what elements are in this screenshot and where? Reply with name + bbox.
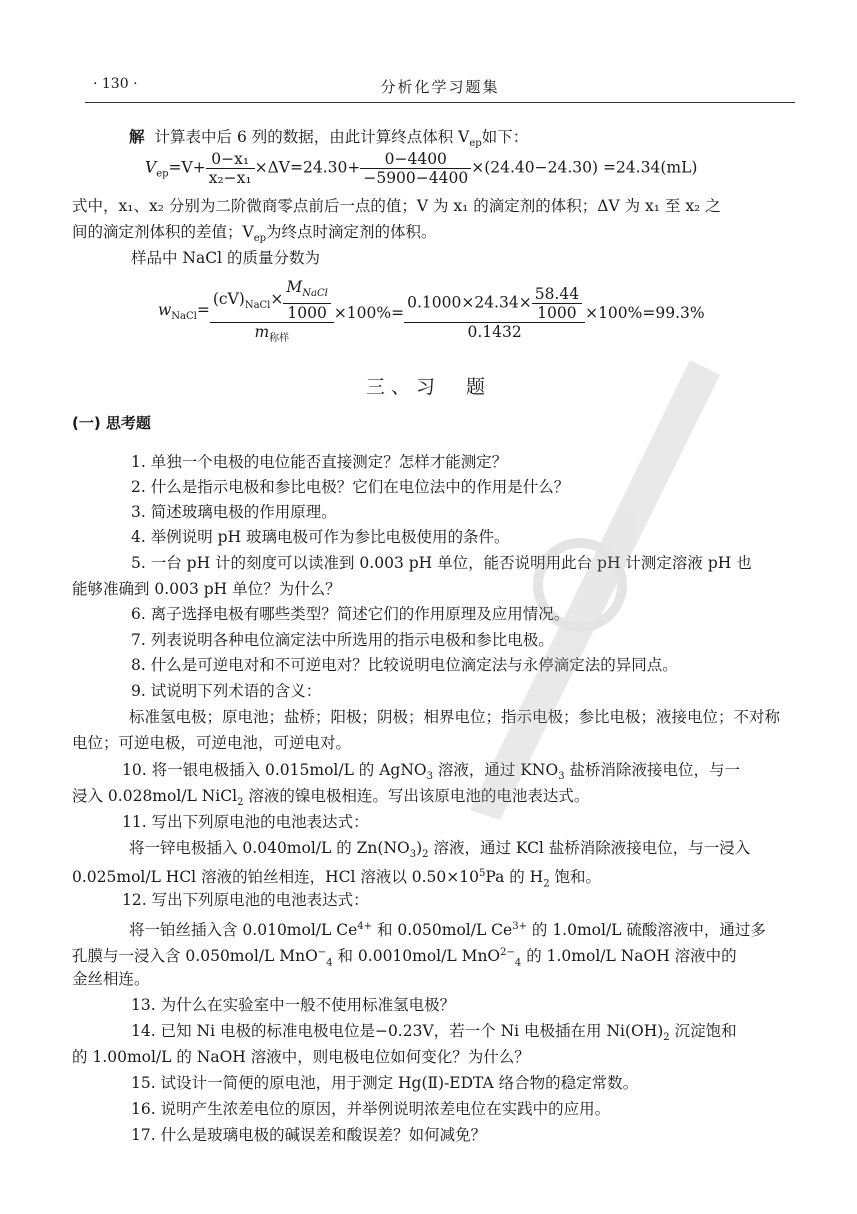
fraction: $\frac{0-4400}{-5900-4400}$ (360, 150, 471, 187)
question-continuation: 能够准确到 0.003 pH 单位？为什么？ (72, 580, 341, 598)
page-number: · 130 · (93, 76, 138, 92)
question-item: 16. 说明产生浓差电位的原因，并举例说明浓差电位在实践中的应用。 (131, 1100, 611, 1118)
question-continuation: 将一铂丝插入含 0.010mol/L $Ce^{4+}$ 和 0.050mol/L $Ce^{3+}$ 的 1.0mol/L 硫酸溶液中，通过多 (129, 921, 766, 940)
question-item: 2. 什么是指示电极和参比电极？它们在电位法中的作用是什么？ (131, 478, 570, 496)
question-continuation: 电位；可逆电极，可逆电池，可逆电对。 (72, 734, 352, 752)
question-item: 6. 离子选择电极有哪些类型？简述它们的作用原理及应用情况。 (131, 605, 570, 623)
book-title: 分析化学习题集 (380, 78, 500, 96)
question-continuation: 金丝相连。 (72, 970, 150, 988)
solution-explanation-line2: 间的滴定剂体积的差值；$V_{ep}$为终点时滴定剂的体积。 (72, 223, 437, 245)
question-item: 8. 什么是可逆电对和不可逆电对？比较说明电位滴定法与永停滴定法的异同点。 (131, 656, 678, 674)
fraction: 0.1000×24.34× $\frac{58.44}{1000}$ 0.1432 (404, 285, 585, 341)
running-header (85, 76, 795, 103)
solution-label: 解 (129, 127, 145, 146)
question-item: 9. 试说明下列术语的含义： (131, 682, 322, 700)
mass-fraction-intro: 样品中 NaCl 的质量分数为 (131, 249, 320, 267)
question-item: 7. 列表说明各种电位滴定法中所选用的指示电极和参比电极。 (131, 631, 554, 649)
question-continuation: 0.025mol/L HCl 溶液的铂丝相连，HCl 溶液以 $0.50\times 10^5Pa$ 的 $H_2$ 饱和。 (72, 868, 602, 890)
equation-endpoint-volume: $V_{ep}=V+$ $\frac{\text{0−x₁}}{\text{x₂−x₁}}$ ×ΔV=24.30+ $\frac{0-4400}{-5900-4400}$ ×(24.40−24.30) =24.34(mL) (145, 150, 698, 187)
question-continuation: 的 1.00mol/L 的 NaOH 溶液中，则电极电位如何变化？为什么？ (72, 1048, 530, 1066)
question-item: 15. 试设计一简便的原电池，用于测定 Hg(Ⅱ)-EDTA 络合物的稳定常数。 (131, 1074, 639, 1092)
question-continuation: 将一锌电极插入 0.040mol/L 的 $Zn(NO_3)_2$ 溶液，通过 KCl 盐桥消除液接电位，与一浸入 (129, 839, 751, 861)
fraction: $\frac{\text{0−x₁}}{\text{x₂−x₁}}$ (206, 150, 255, 187)
question-item: 10. 将一银电极插入 0.015mol/L 的 AgNO$_3$ 溶液，通过 $KNO_3$ 盐桥消除液接电位，与一 (122, 761, 741, 783)
question-item: 14. 已知 Ni 电极的标准电极电位是−0.23V，若一个 Ni 电极插在用 $Ni(OH)_2$ 沉淀饱和 (131, 1022, 737, 1044)
solution-explanation-line1: 式中，x₁、x₂ 分别为二阶微商零点前后一点的值；V 为 x₁ 的滴定剂的体积；ΔV 为 x₁ 至 x₂ 之 (72, 197, 721, 215)
question-item: 4. 举例说明 pH 玻璃电极可作为参比电极使用的条件。 (131, 528, 510, 546)
question-continuation: 孔膜与一浸入含 0.050mol/L MnO−$_4$ 和 0.0010mol/L MnO$^{2-}_4$ 的 1.0mol/L NaOH 溶液中的 (72, 947, 737, 969)
question-item: 1. 单独一个电极的电位能否直接测定？怎样才能测定？ (131, 453, 508, 471)
fraction: $(cV)_{NaCl}\times$ $\frac{M_{NaCl}}{1000}$ $m_{称样}$ (210, 278, 334, 348)
fraction: $\frac{58.44}{1000}$ (532, 285, 582, 322)
question-item: 5. 一台 pH 计的刻度可以读准到 0.003 pH 单位，能否说明用此台 pH 计测定溶液 pH 也 (131, 554, 752, 572)
equation-mass-fraction: $w_{NaCl}=$ $(cV)_{NaCl}\times$ $\frac{M_{NaCl}}{1000}$ $m_{称样}$ ×100%= 0.1000×24.34× $\frac{58.44}{1000}$ 0.1432 ×100%=99.3% (158, 278, 705, 348)
question-item: 12. 写出下列原电池的电池表达式： (122, 891, 369, 909)
fraction: $\frac{M_{NaCl}}{1000}$ (283, 278, 330, 322)
question-item: 11. 写出下列原电池的电池表达式： (122, 813, 369, 831)
question-item: 13. 为什么在实验室中一般不使用标准氢电极？ (131, 996, 456, 1014)
question-continuation: 浸入 0.028mol/L NiCl$_2$ 溶液的镍电极相连。写出该原电池的电池表达式。 (72, 787, 590, 809)
question-item: 17. 什么是玻璃电极的碱误差和酸误差？如何减免？ (131, 1126, 487, 1144)
section-title: 三、习 题 (365, 376, 491, 398)
question-continuation: 标准氢电极；原电池；盐桥；阳极；阴极；相界电位；指示电极；参比电极；液接电位；不对称 (129, 708, 781, 726)
solution-intro: 解 计算表中后 6 列的数据，由此计算终点体积 $V_{ep}$如下： (129, 127, 529, 150)
question-item: 3. 简述玻璃电极的作用原理。 (131, 503, 337, 521)
subsection-title: (一) 思考题 (72, 414, 151, 432)
